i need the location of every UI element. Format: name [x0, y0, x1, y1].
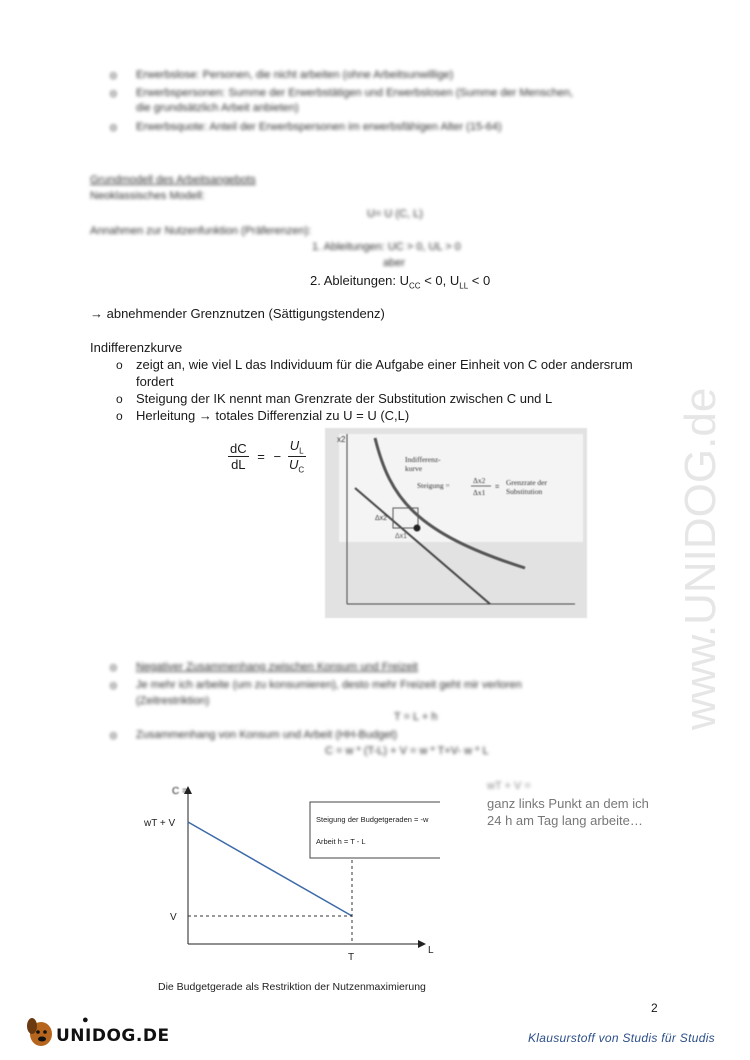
- figure-dx2: Δx2: [375, 515, 388, 522]
- section-heading: Grundmodell des Arbeitsangebots: [90, 174, 256, 186]
- second-derivatives-suffix: < 0: [468, 273, 491, 288]
- side-note-line2: 24 h am Tag lang arbeite…: [487, 813, 643, 828]
- bullet-marker: o: [110, 728, 117, 742]
- equation-t: T = L + h: [394, 711, 438, 723]
- budget-t-label: T: [348, 952, 355, 963]
- bullet-text: Erwerbsquote: Anteil der Erwerbspersonen im erwerbsfähigen Alter (15-64): [136, 121, 502, 133]
- bullet-marker: o: [110, 120, 117, 134]
- bullet-text: Erwerbslose: Personen, die nicht arbeiten (ohne Arbeitsunwillige): [136, 69, 454, 81]
- paw-icon: ●: [82, 1014, 89, 1026]
- bullet-marker: o: [110, 68, 117, 82]
- bullet-text: Negativer Zusammenhang zwischen Konsum und Freizeit: [136, 661, 418, 673]
- watermark: [655, 280, 745, 750]
- bullet-text: fordert: [136, 374, 174, 389]
- aber-label: aber: [383, 257, 406, 269]
- indifference-bullets: [110, 356, 650, 426]
- second-derivatives: [310, 272, 490, 295]
- figure-gr-1: Grenzrate der: [506, 478, 548, 487]
- bullet-text: Je mehr ich arbeite (um zu konsumieren), desto mehr Freizeit geht mir verloren: [136, 679, 522, 691]
- subscript: CC: [409, 281, 421, 291]
- figure-frac-num: Δx2: [473, 476, 486, 485]
- equation-c: C = w * (T-L) + V = w * T+V- w * L: [325, 745, 489, 757]
- figure-dx1: Δx1: [395, 533, 408, 540]
- figure-y-label: x2: [337, 435, 346, 444]
- marginal-utility-line: → abnehmender Grenznutzen (Sättigungstendenz): [90, 306, 385, 321]
- figure-curve-label-1: Indifferenz-: [405, 455, 441, 464]
- formula-right-denominator: $U_C$: [289, 456, 305, 475]
- bullet-text: Zusammenhang von Konsum und Arbeit (HH-Budget): [136, 729, 398, 741]
- footer-tagline: Klausurstoff von Studis für Studis: [528, 1031, 715, 1045]
- second-derivatives-prefix: 2. Ableitungen: U: [310, 273, 410, 288]
- bullet-text: die grundsätzlich Arbeit anbieten): [136, 102, 299, 114]
- dog-icon: [24, 1014, 58, 1050]
- watermark-text: www.UNIDOG.de: [676, 387, 725, 730]
- budget-box-line2: Arbeit h = T - L: [316, 837, 366, 846]
- budget-x-axis-label: L: [428, 945, 434, 956]
- budget-box-line1: Steigung der Budgetgeraden = -w: [316, 815, 429, 824]
- assumptions-label: Annahmen zur Nutzenfunktion (Präferenzen):: [90, 225, 312, 237]
- bullet-text: zeigt an, wie viel L das Individuum für die Aufgabe einer Einheit von C oder andersrum: [136, 357, 633, 372]
- bullet-marker: o: [110, 86, 117, 100]
- bullet-text: Herleitung → totales Differenzial zu U = U (C,L): [136, 408, 410, 423]
- first-derivatives: 1. Ableitungen: UC > 0, UL > 0: [312, 241, 461, 253]
- footer-logo-text: UNIDOG.DE: [56, 1026, 170, 1046]
- indifference-curve-figure: [325, 428, 587, 618]
- bullet-text: (Zeitrestriktion): [136, 695, 210, 707]
- bullet-text: Erwerbspersonen: Summe der Erwerbstätigen und Erwerbslosen (Summe der Menschen,: [136, 87, 574, 99]
- side-note-blurred: wT + V =: [487, 780, 531, 792]
- second-derivatives-mid: < 0, U: [420, 273, 460, 288]
- bullet-marker: o: [110, 678, 117, 692]
- formula-right-numerator: $U_L$: [289, 438, 304, 456]
- indifference-curve-svg: [325, 428, 587, 618]
- figure-curve-label-2: kurve: [405, 464, 423, 473]
- indifference-heading: Indifferenzkurve: [90, 340, 183, 355]
- bullet-marker: o: [116, 358, 123, 372]
- blurred-middle-list: [110, 660, 650, 760]
- formula-numerator: dC: [230, 440, 247, 456]
- section-subheading: Neoklassisches Modell:: [90, 190, 205, 202]
- bullet-text: Steigung der IK nennt man Grenzrate der Substitution zwischen C und L: [136, 391, 553, 406]
- bullet-marker: o: [110, 660, 117, 674]
- budget-v-label: V: [170, 912, 177, 923]
- svg-text:=: =: [495, 482, 500, 491]
- bullet-marker: o: [116, 392, 123, 406]
- budget-y-axis-label: C =: [172, 786, 188, 797]
- mrs-formula: $\frac{dC}{dL}$ = − $\frac{U_L}{U_C}$: [230, 438, 305, 475]
- footer-logo: [24, 1014, 170, 1050]
- budget-chart-caption: Die Budgetgerade als Restriktion der Nutzenmaximierung: [158, 981, 426, 993]
- figure-gr-2: Substitution: [506, 487, 543, 496]
- formula-denominator: dL: [231, 456, 246, 472]
- budget-line-chart: [130, 780, 440, 970]
- budget-wt-v-label: wT + V: [144, 818, 176, 829]
- side-note-line1: ganz links Punkt an dem ich: [487, 796, 649, 811]
- budget-line-svg: [130, 780, 440, 970]
- utility-function: U= U (C, L): [367, 208, 423, 220]
- bullet-marker: o: [116, 409, 123, 423]
- figure-frac-den: Δx1: [473, 488, 486, 497]
- subscript: LL: [459, 281, 469, 291]
- figure-steigung: Steigung =: [417, 481, 450, 490]
- page-number: 2: [651, 1001, 658, 1015]
